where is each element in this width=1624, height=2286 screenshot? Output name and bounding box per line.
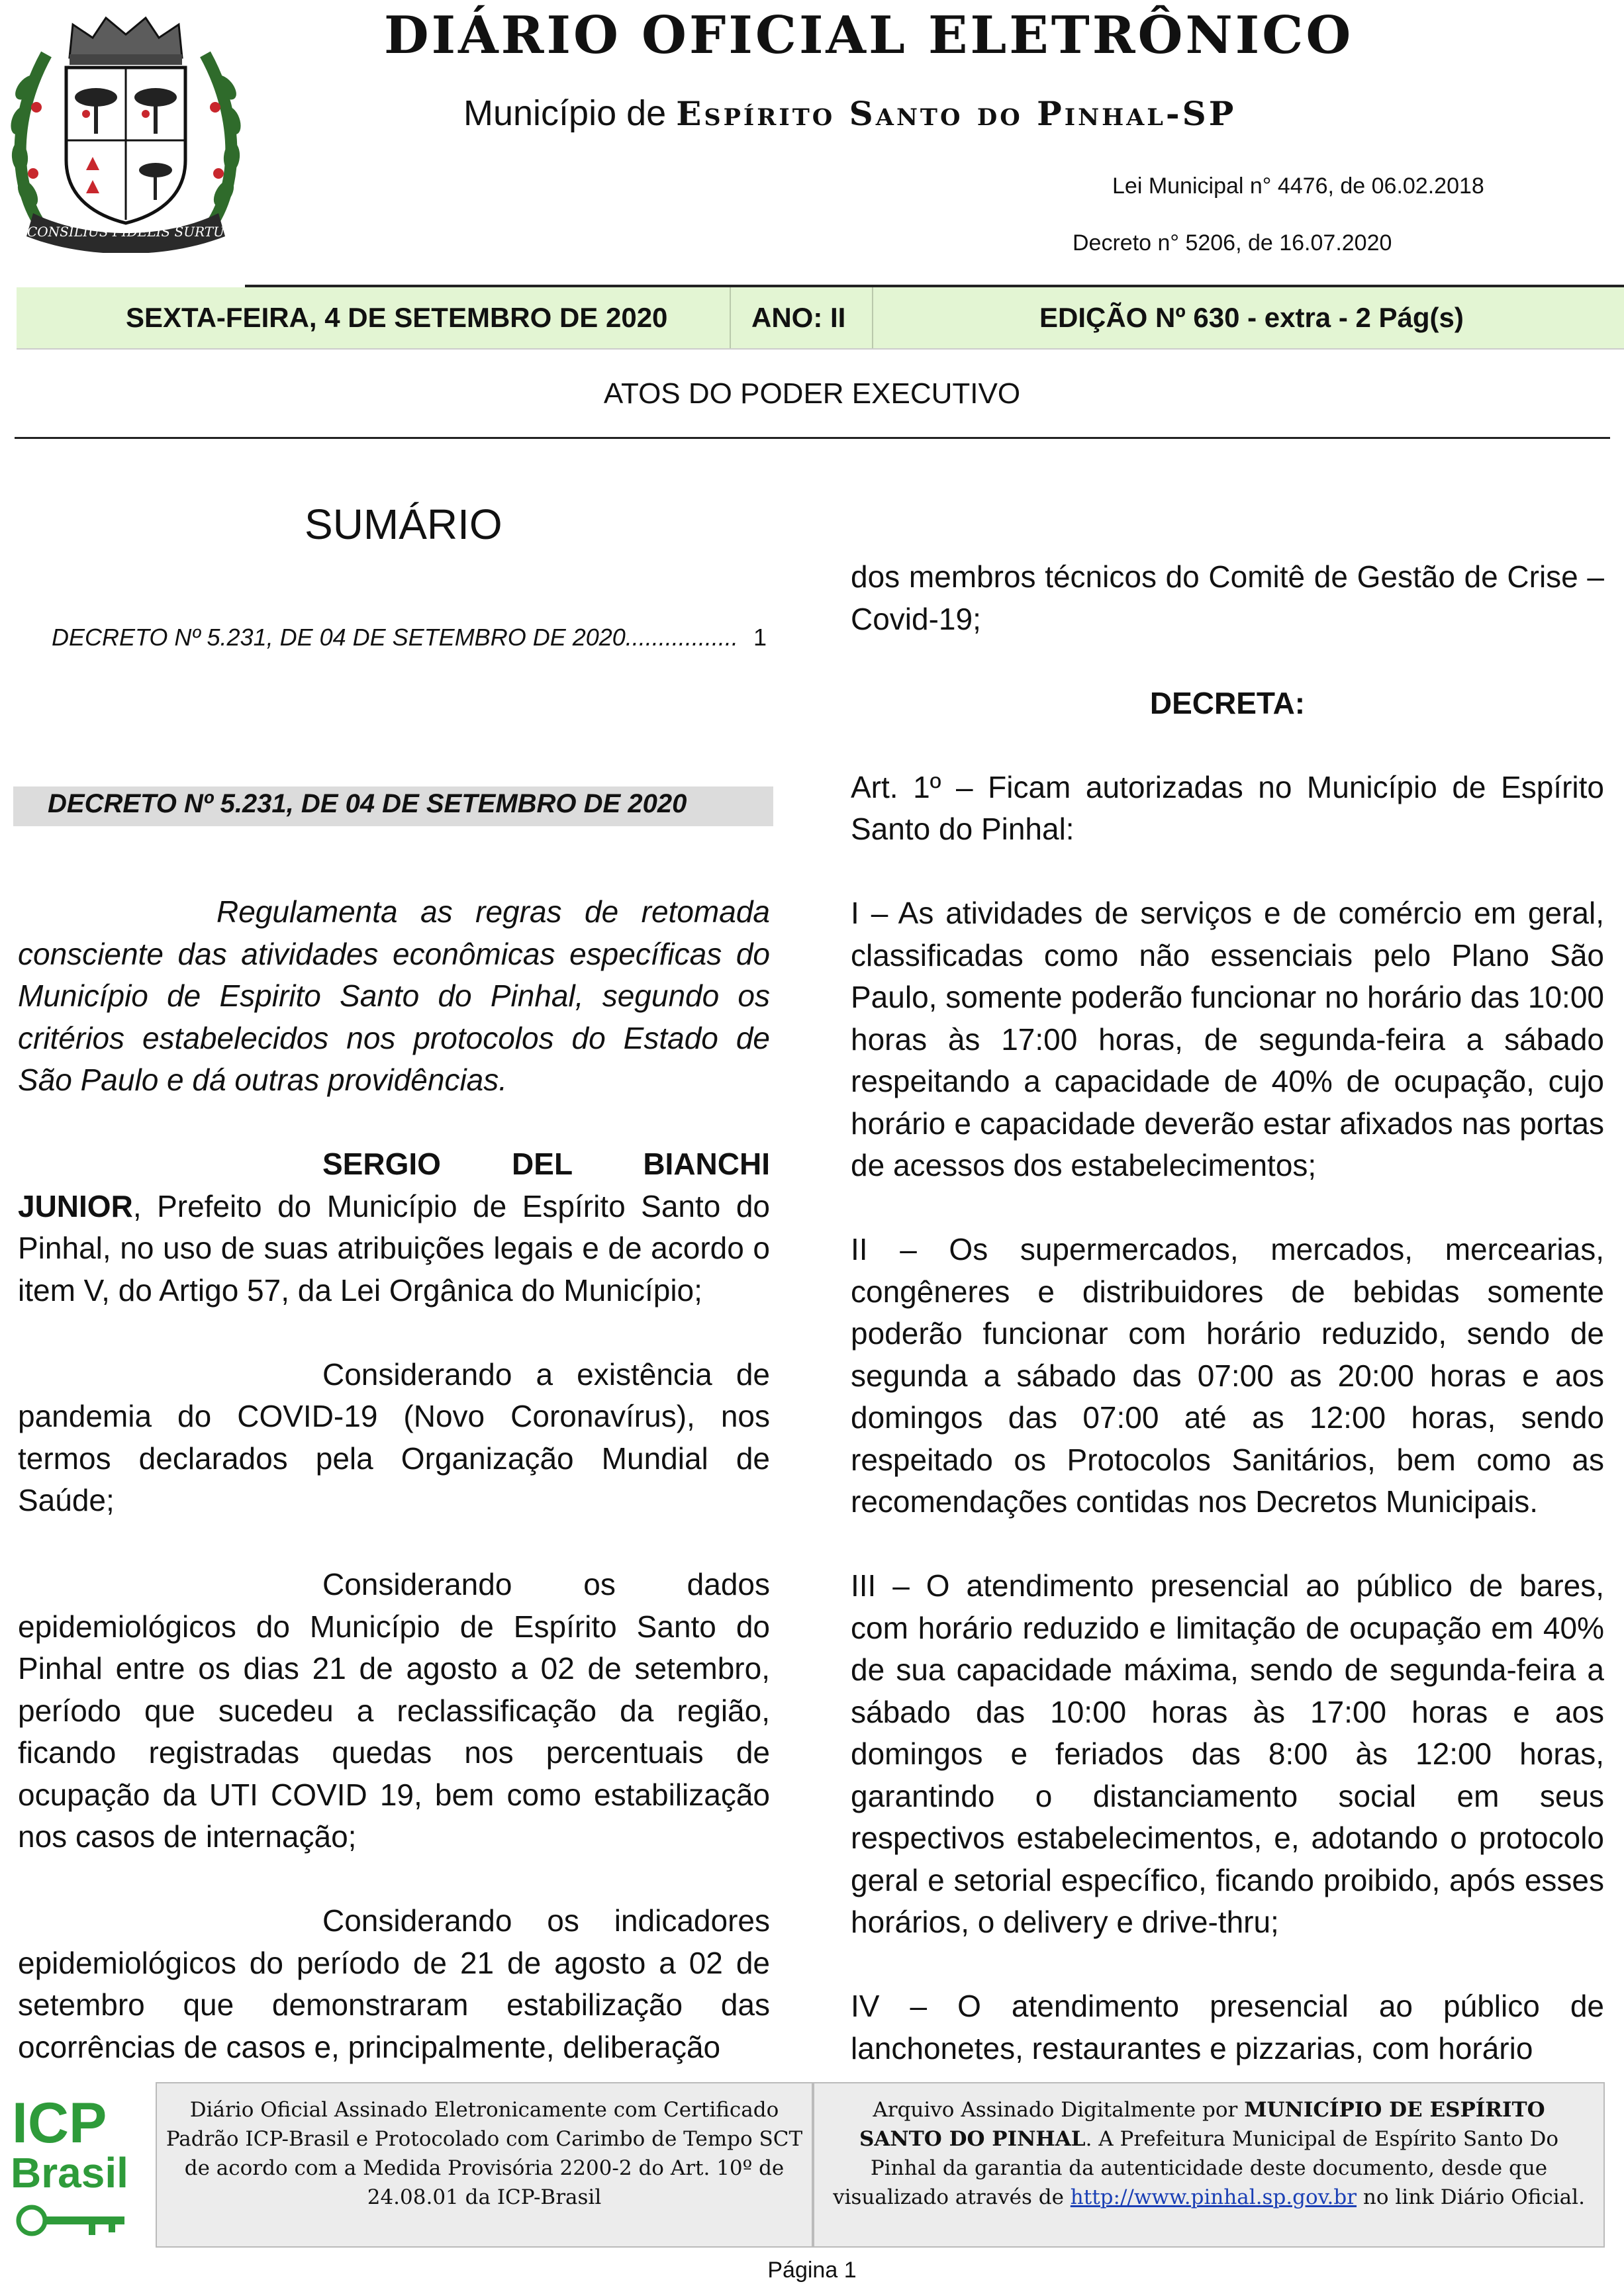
considerando-paragraph: Considerando os indicadores epidemiológicos do período de 21 de agosto a 02 de setembro que demonstraram estabilização das ocorrências de casos e, principalmente, deliberação — [18, 1903, 770, 2064]
section-title: ATOS DO PODER EXECUTIVO — [603, 377, 1021, 410]
icp-logo-line2: Brasil — [11, 2149, 128, 2197]
website-link[interactable]: http://www.pinhal.sp.gov.br — [1070, 2185, 1357, 2209]
page-title: DIÁRIO OFICIAL ELETRÔNICO — [384, 5, 1354, 66]
decree-heading: DECRETO Nº 5.231, DE 04 DE SETEMBRO DE 2020 — [48, 789, 687, 818]
coat-of-arms-logo — [7, 8, 245, 253]
municipality-prefix: Município de — [463, 93, 667, 133]
icp-logo-line1: ICP — [12, 2091, 107, 2155]
right-column — [851, 556, 1604, 2112]
article-item: II – Os supermercados, mercados, mercearias, congêneres e distribuidores de bebidas somente poderão funcionar com horário reduzido, sendo de segunda a sábado das 07:00 as 20:00 horas e aos domingos das 07:00 até as 12:00 horas, sendo respeitado os Protocolos Sanitários, bem como as recomendações contidas nos Decretos Municipais. — [851, 1232, 1604, 1519]
mayor-paragraph — [18, 1143, 770, 1311]
article-item: III – O atendimento presencial ao público de bares, com horário reduzido e limitação de ocupação em 40% de sua capacidade máxima, sendo de segunda-feira a sábado das 10:00 horas às 17:00 horas e aos domingos e feriados das 8:00 às 12:00 horas, garantindo o distanciamento social em seus respectivos estabelecimentos, e, adotando o protocolo geral e setorial específico, ficando proibido, após esses horários, o delivery e drive-thru; — [851, 1568, 1604, 1939]
signature-prefix: Arquivo Assinado Digitalmente por — [873, 2098, 1245, 2122]
decreta-heading: DECRETA: — [1149, 685, 1306, 720]
band-divider — [730, 287, 731, 348]
edition-band — [17, 287, 1624, 350]
band-divider — [872, 287, 873, 348]
signature-suffix: no link Diário Oficial. — [1357, 2185, 1585, 2209]
left-column — [18, 891, 770, 2111]
signature-text: . A Prefeitura Municipal de Espírito Santo Do Pinhal da garantia da autenticidade deste documento, desde que visualizado através de — [833, 2127, 1559, 2209]
municipality-line — [463, 93, 1390, 134]
law-reference: Lei Municipal n° 4476, de 06.02.2018 — [1112, 173, 1484, 199]
edition-date: SEXTA-FEIRA, 4 DE SETEMBRO DE 2020 — [126, 302, 668, 333]
article-item: IV – O atendimento presencial ao público de lanchonetes, restaurantes e pizzarias, com horário — [851, 1989, 1604, 2066]
summary-entry-page: 1 — [753, 624, 767, 651]
considerando-paragraph: Considerando os dados epidemiológicos do Município de Espírito Santo do Pinhal entre os dias 21 de agosto a 02 de setembro, período que sucedeu a reclassificação da região, ficando registradas quedas nos percentuais de ocupação da UTI COVID 19, bem como estabilização nos casos de internação; — [18, 1567, 770, 1854]
decree-reference: Decreto n° 5206, de 16.07.2020 — [1073, 230, 1392, 256]
decree-ementa: Regulamenta as regras de retomada consciente das atividades econômicas específicas do Município de Espirito Santo do Pinhal, segundo os critérios estabelecidos nos protocolos do Estado de São Paulo e dá outras providências. — [18, 894, 770, 1097]
section-divider — [15, 437, 1610, 439]
mayor-text: , Prefeito do Município de Espírito Santo do Pinhal, no uso de suas atribuições legais e de acordo o item V, do Artigo 57, da Lei Orgânica do Município; — [18, 1188, 770, 1308]
municipality-name: Espírito Santo do Pinhal-SP — [676, 94, 1237, 133]
signer-name: MUNICÍPIO DE ESPÍRITO SANTO DO PINHAL — [859, 2098, 1545, 2151]
icp-brasil-logo — [9, 2091, 135, 2239]
continuation-paragraph: dos membros técnicos do Comitê de Gestão de Crise – Covid-19; — [851, 559, 1604, 636]
footer-signature-note — [813, 2082, 1605, 2248]
edition-year: ANO: II — [751, 302, 846, 333]
article-1: Art. 1º – Ficam autorizadas no Município de Espírito Santo do Pinhal: — [851, 769, 1604, 846]
mayor-name: SERGIO DEL BIANCHI JUNIOR — [18, 1147, 770, 1223]
considerando-paragraph: Considerando a existência de pandemia do COVID-19 (Novo Coronavírus), nos termos declarados pela Organização Mundial de Saúde; — [18, 1357, 770, 1517]
summary-entry[interactable]: DECRETO Nº 5.231, DE 04 DE SETEMBRO DE 2020................. — [52, 624, 738, 651]
edition-number: EDIÇÃO Nº 630 - extra - 2 Pág(s) — [1039, 302, 1464, 333]
summary-heading: SUMÁRIO — [305, 500, 502, 548]
footer-certificate-note: Diário Oficial Assinado Eletronicamente com Certificado Padrão ICP-Brasil e Protocolado com Carimbo de Tempo SCT de acordo com a Medida Provisória 2200-2 do Art. 10º de 24.08.01 da ICP-Brasil — [156, 2082, 813, 2248]
article-item: I – As atividades de serviços e de comércio em geral, classificadas como não essenciais pelo Plano São Paulo, somente poderão funcionar no horário das 10:00 horas às 17:00 horas, de segunda-feira a sábado respeitando a capacidade de 40% de ocupação, cujo horário e capacidade deverão estar afixados nas portas de acessos dos estabelecimentos; — [851, 896, 1605, 1182]
coat-motto: CONSILIUS FIDELIS SURTU — [26, 224, 225, 240]
page-number: Página 1 — [767, 2258, 857, 2283]
